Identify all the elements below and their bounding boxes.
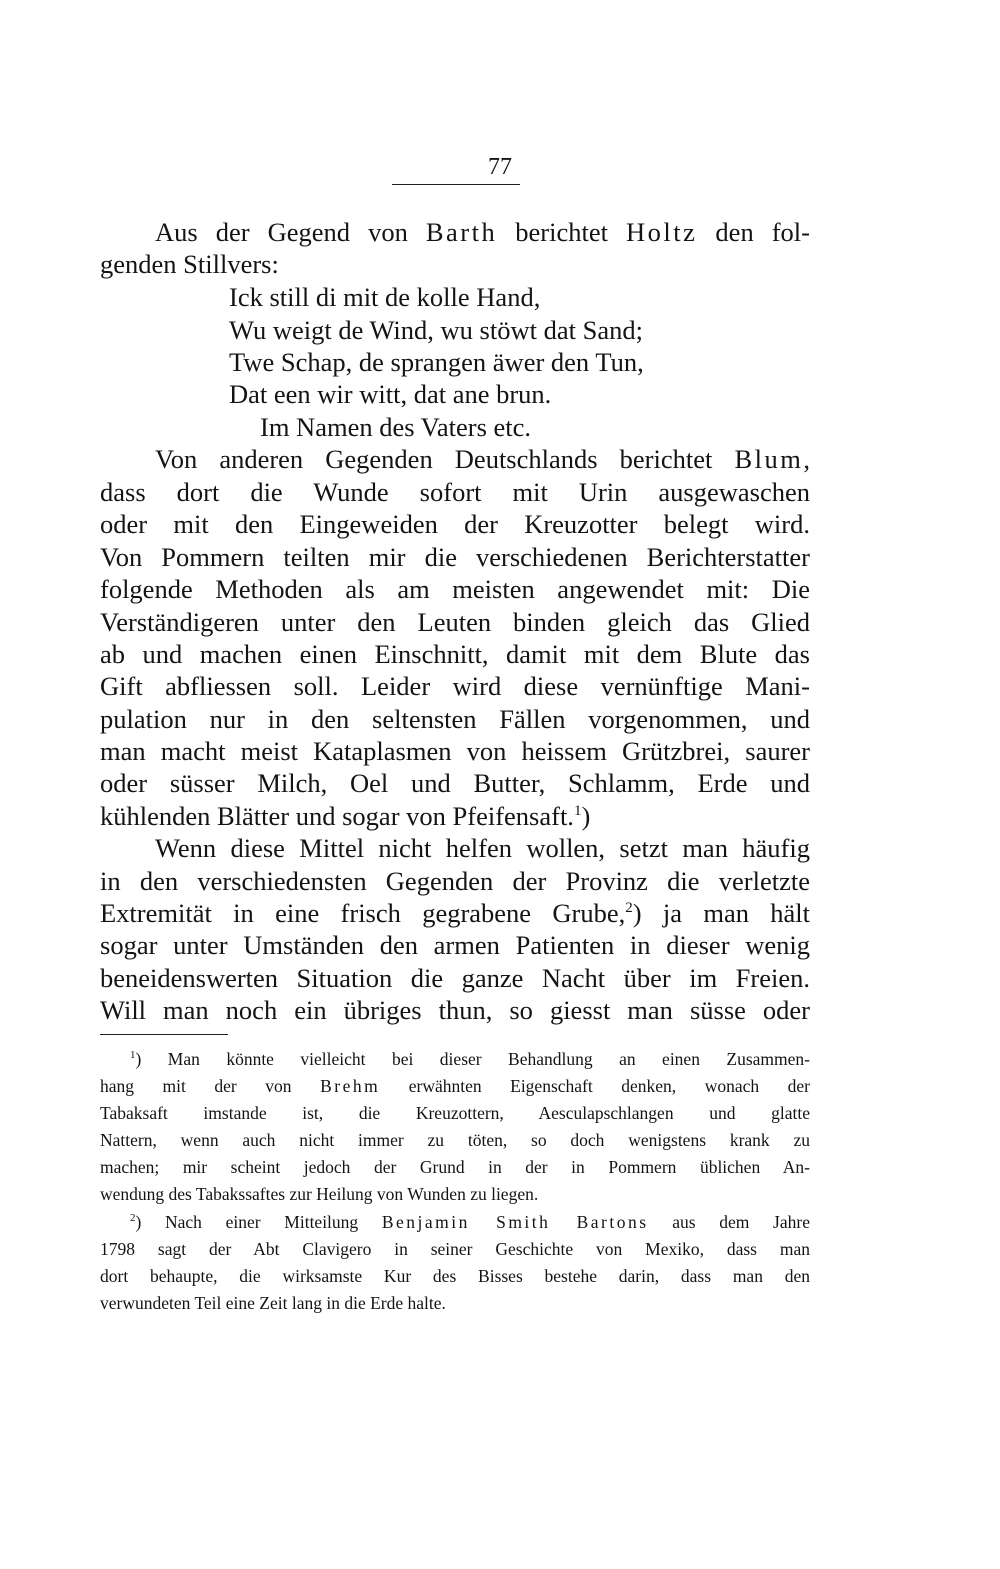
footnote-marker: 1 bbox=[573, 803, 582, 819]
verse-line: Dat een wir witt, dat ane brun. bbox=[229, 379, 552, 409]
text-run: hang mit der von bbox=[100, 1076, 321, 1096]
footnote-line: Tabaksaft imstande ist, die Kreuzottern, Aesculapschlangen und glatte bbox=[100, 1103, 810, 1123]
page-number: 77 bbox=[488, 154, 512, 180]
text-run: berichtet bbox=[497, 217, 627, 247]
text-run: Extremität in eine frisch gegrabene Grube, bbox=[100, 898, 626, 928]
verse-line: Wu weigt de Wind, wu stöwt dat Sand; bbox=[229, 315, 643, 345]
author-name: Benjamin Smith Bartons bbox=[381, 1212, 649, 1232]
text-line: genden Stillvers: bbox=[100, 249, 279, 279]
text-run: den fol- bbox=[697, 217, 810, 247]
footnote-marker: 1 bbox=[130, 1049, 136, 1061]
text-line: Will man noch ein übriges thun, so giesst man süsse oder bbox=[100, 995, 810, 1025]
text-run: aus dem Jahre bbox=[648, 1212, 810, 1232]
text-line: Gift abfliessen soll. Leider wird diese vernünftige Mani- bbox=[100, 671, 810, 701]
text-line: folgende Methoden als am meisten angewendet mit: Die bbox=[100, 574, 810, 604]
text-line: sogar unter Umständen den armen Patienten in dieser wenig bbox=[100, 930, 810, 960]
text-line: Von Pommern teilten mir die verschiedenen Berichterstatter bbox=[100, 542, 810, 572]
text-line: Wenn diese Mittel nicht helfen wollen, setzt man häufig bbox=[155, 833, 810, 863]
footnote-line: 1798 sagt der Abt Clavigero in seiner Geschichte von Mexiko, dass man bbox=[100, 1239, 810, 1259]
text-line: ab und machen einen Einschnitt, damit mit dem Blute das bbox=[100, 639, 810, 669]
text-line: oder süsser Milch, Oel und Butter, Schlamm, Erde und bbox=[100, 768, 810, 798]
text-line bbox=[100, 800, 810, 833]
text-line bbox=[155, 216, 810, 249]
text-run: erwähnten Eigenschaft denken, wonach der bbox=[380, 1076, 810, 1096]
text-run: Von anderen Gegenden Deutschlands berichtet bbox=[155, 444, 735, 474]
text-line: man macht meist Kataplasmen von heissem Grützbrei, saurer bbox=[100, 736, 810, 766]
author-name: Blum bbox=[734, 444, 804, 474]
footnote-rule bbox=[100, 1034, 228, 1035]
text-run: ) bbox=[581, 801, 591, 831]
verse-line: Im Namen des Vaters etc. bbox=[260, 412, 532, 442]
text-line: in den verschiedensten Gegenden der Provinz die verletzte bbox=[100, 866, 810, 896]
text-line bbox=[155, 443, 810, 476]
text-run: kühlenden Blätter und sogar von Pfeifensaft. bbox=[100, 801, 574, 831]
footnote-line bbox=[130, 1209, 810, 1235]
footnote-line: verwundeten Teil eine Zeit lang in die Erde halte. bbox=[100, 1293, 446, 1313]
footnote-line: Nattern, wenn auch nicht immer zu töten, so doch wenigstens krank zu bbox=[100, 1130, 810, 1150]
footnote-marker: 2 bbox=[130, 1212, 136, 1224]
text-run: , bbox=[803, 444, 810, 474]
footnote-line: wendung des Tabakssaftes zur Heilung von Wunden zu liegen. bbox=[100, 1184, 539, 1204]
header-rule bbox=[392, 184, 520, 185]
text-line: pulation nur in den seltensten Fällen vorgenommen, und bbox=[100, 704, 810, 734]
text-line: oder mit den Eingeweiden der Kreuzotter belegt wird. bbox=[100, 509, 810, 539]
text-run: ) ja man hält bbox=[632, 898, 811, 928]
author-name: Barth bbox=[425, 217, 498, 247]
footnote-marker: 2 bbox=[625, 900, 633, 916]
text-run: Aus der Gegend von bbox=[155, 217, 426, 247]
text-line: Verständigeren unter den Leuten binden gleich das Glied bbox=[100, 607, 810, 637]
footnote-line: machen; mir scheint jedoch der Grund in der in Pommern üblichen An- bbox=[100, 1157, 810, 1177]
text-line: dass dort die Wunde sofort mit Urin ausgewaschen bbox=[100, 477, 810, 507]
verse-line: Twe Schap, de sprangen äwer den Tun, bbox=[229, 347, 644, 377]
text-line: beneidenswerten Situation die ganze Nacht über im Freien. bbox=[100, 963, 810, 993]
text-line bbox=[100, 897, 810, 930]
text-run: ) Nach einer Mitteilung bbox=[135, 1212, 382, 1232]
footnote-line: dort behaupte, die wirksamste Kur des Bisses bestehe darin, dass man den bbox=[100, 1266, 810, 1286]
author-name: Holtz bbox=[626, 217, 698, 247]
text-run: ) Man könnte vielleicht bei dieser Behandlung an einen Zusammen- bbox=[135, 1049, 810, 1069]
footnote-line bbox=[130, 1046, 810, 1072]
footnote-line bbox=[100, 1073, 810, 1099]
verse-line: Ick still di mit de kolle Hand, bbox=[229, 282, 541, 312]
author-name: Brehm bbox=[320, 1076, 381, 1096]
